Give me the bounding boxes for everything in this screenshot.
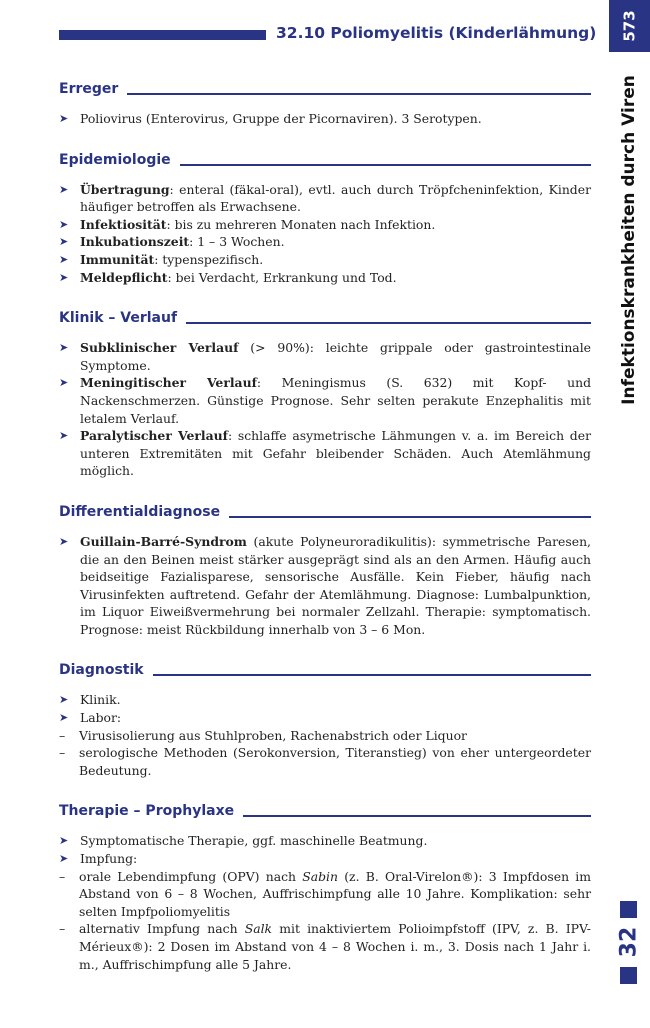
bullet-arrow-icon: ➤	[59, 112, 69, 125]
list-item: ➤ Symptomatische Therapie, ggf. maschinelle Beatmung.	[59, 833, 428, 849]
section-title: Erreger	[59, 81, 119, 97]
section-rule	[153, 674, 591, 676]
list-item: ➤ Immunität: typenspezifisch.	[59, 251, 264, 267]
list-item: ➤ Poliovirus (Enterovirus, Gruppe der Picornaviren). 3 Serotypen.	[59, 111, 482, 126]
list-item: ➤ Übertragung: enteral (fäkal-oral), evtl. auch durch Tröpfcheninfektion, Kinder häufiger betroffen als Erwachsene.	[59, 181, 591, 215]
section-epidemiologie	[59, 147, 591, 287]
chapter-title: Infektionskrankheiten durch Viren	[619, 75, 639, 405]
section-rule	[243, 815, 591, 817]
page-number-box	[609, 0, 650, 52]
chapter-marker-square-bottom	[620, 967, 637, 984]
bullet-arrow-icon: ➤	[59, 711, 69, 725]
section-title: Differentialdiagnose	[59, 503, 221, 520]
section-rule	[127, 93, 591, 95]
bullet-arrow-icon: ➤	[59, 341, 69, 355]
section-title: Klinik – Verlauf	[59, 310, 178, 327]
page-content	[59, 76, 591, 973]
list-item: ➤ Guillain-Barré-Syndrom (akute Polyneuroradikulitis): symmetrische Paresen, die an den Beinen meist stärker ausgeprägt sind als an den Armen. Häufig auch beidseitige Fazialisparese, sensorische Ausfälle. Kein Fieber, häufig nach Virusinfekten auftretend. Gefahr der Atemlähmung. Diagnose: Lumbalpunktion, im Liquor Eiweißvermehrung bei normaler Zellzahl. Therapie: symptomatisch. Prognose: meist Rückbildung innerhalb von 3 – 6 Mon.	[59, 533, 591, 637]
section-differentialdiagnose	[59, 499, 591, 639]
section-rule	[180, 164, 591, 166]
bullet-arrow-icon: ➤	[59, 693, 69, 707]
sub-list-item: – alternativ Impfung nach Salk mit inaktiviertem Polioimpfstoff (IPV, z. B. IPV-Mérieux®): 2 Dosen im Abstand von 4 – 8 Wochen i. m., 3. Dosis nach 1 Jahr i. m., Auffrischimpfung alle 5 Jahre.	[59, 921, 591, 972]
section-erreger	[59, 76, 591, 128]
list-item: ➤ Inkubationszeit: 1 – 3 Wochen.	[59, 234, 285, 250]
list-item: ➤ Infektiosität: bis zu mehreren Monaten nach Infektion.	[59, 216, 436, 232]
section-title: Therapie – Prophylaxe	[59, 803, 235, 820]
section-rule	[186, 322, 591, 324]
bullet-arrow-icon: ➤	[59, 217, 69, 231]
bullet-arrow-icon: ➤	[59, 429, 69, 443]
list-item: ➤ Labor: – Virusisolierung aus Stuhlproben, Rachenabstrich oder Liquor – serologische Methoden (Serokonversion, Titeranstieg) von eher untergeordeter Bedeutung.	[59, 710, 591, 778]
section-title: Epidemiologie	[59, 151, 171, 168]
section-klinik	[59, 305, 591, 480]
bullet-arrow-icon: ➤	[59, 376, 69, 390]
list-item: ➤ Meningitischer Verlauf: Meningismus (S. 632) mit Kopf- und Nackenschmerzen. Günstige Prognose. Sehr selten perakute Enzephalitis mit letalem Verlauf.	[59, 375, 591, 426]
chapter-marker-square-top	[620, 901, 637, 918]
sub-list-item: – orale Lebendimpfung (OPV) nach Sabin (z. B. Oral-Virelon®): 3 Impfdosen im Abstand von 6 – 8 Wochen, Auffrischimpfung alle 10 Jahre. Komplikation: sehr selten Impfpoliomyelitis	[59, 868, 591, 919]
bullet-arrow-icon: ➤	[59, 182, 69, 196]
section-title: Diagnostik	[59, 662, 144, 679]
bullet-arrow-icon: ➤	[59, 270, 69, 284]
sub-list-item: – Virusisolierung aus Stuhlproben, Rachenabstrich oder Liquor	[59, 727, 467, 743]
page-number: 573	[620, 10, 639, 42]
bullet-arrow-icon: ➤	[59, 534, 69, 548]
section-rule	[229, 516, 591, 518]
header-bar	[59, 30, 266, 40]
section-diagnostik	[59, 657, 591, 779]
page-header-title: 32.10 Poliomyelitis (Kinderlähmung)	[276, 24, 597, 42]
bullet-arrow-icon: ➤	[59, 252, 69, 266]
list-item: ➤ Impfung: – orale Lebendimpfung (OPV) nach Sabin (z. B. Oral-Virelon®): 3 Impfdosen im Abstand von 6 – 8 Wochen, Auffrischimpfung alle 10 Jahre. Komplikation: sehr selten Impfpoliomyelitis – alternativ Impfung nach Salk mit inaktiviertem Polioimpfstoff (IPV, z. B. IPV-Mérieux®): 2 Dosen im Abstand von 4 – 8 Wochen i. m., 3. Dosis nach 1 Jahr i. m., Auffrischimpfung alle 5 Jahre.	[59, 851, 591, 972]
sub-list-item: – serologische Methoden (Serokonversion, Titeranstieg) von eher untergeordeter Bedeutung.	[59, 745, 591, 778]
bullet-arrow-icon: ➤	[59, 235, 69, 249]
chapter-number: 32	[616, 926, 642, 958]
list-item: ➤ Subklinischer Verlauf (> 90%): leichte grippale oder gastrointestinale Symptome.	[59, 340, 591, 373]
list-item: ➤ Meldepflicht: bei Verdacht, Erkrankung und Tod.	[59, 269, 397, 285]
section-therapie	[59, 798, 591, 973]
bullet-arrow-icon: ➤	[59, 852, 69, 866]
list-item: ➤ Klinik.	[59, 692, 121, 708]
list-item: ➤ Paralytischer Verlauf: schlaffe asymetrische Lähmungen v. a. im Bereich der unteren Extremitäten mit Gefahr bleibender Schäden. Auch Atemlähmung möglich.	[59, 428, 591, 479]
bullet-arrow-icon: ➤	[59, 834, 69, 848]
